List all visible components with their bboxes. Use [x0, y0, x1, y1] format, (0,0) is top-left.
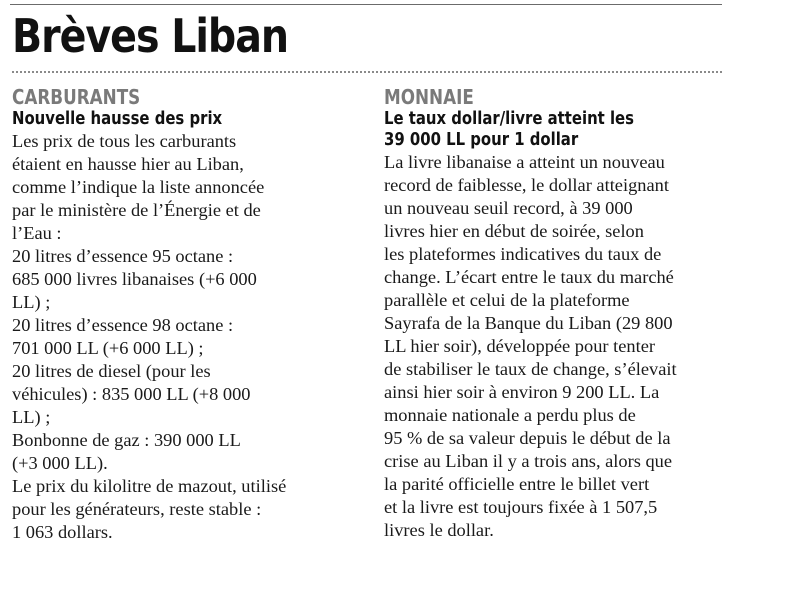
article-body [12, 130, 362, 544]
body-line: 20 litres de diesel (pour les [12, 361, 211, 381]
body-line: étaient en hausse hier au Liban, [12, 154, 244, 174]
body-line: Bonbonne de gaz : 390 000 LL [12, 430, 241, 450]
body-line: et la livre est toujours fixée à 1 507,5 [384, 497, 658, 517]
body-line: 95 % de sa valeur depuis le début de la [384, 428, 671, 448]
headline-line: Nouvelle hausse des prix [12, 109, 223, 129]
headline-line: 39 000 LL pour 1 dollar [384, 130, 579, 150]
dotted-separator [12, 71, 722, 73]
article-headline [384, 109, 682, 151]
body-line: les plateformes indicatives du taux de [384, 244, 662, 264]
body-line: pour les générateurs, reste stable : [12, 499, 262, 519]
body-line: Les prix de tous les carburants [12, 131, 237, 151]
top-rule [10, 4, 722, 5]
body-line: crise au Liban il y a trois ans, alors que [384, 451, 673, 471]
body-line: un nouveau seuil record, à 39 000 [384, 198, 633, 218]
body-line: l’Eau : [12, 223, 62, 243]
body-line: LL) ; [12, 292, 51, 312]
article-carburants [12, 86, 362, 544]
body-line: 701 000 LL (+6 000 LL) ; [12, 338, 204, 358]
article-body [384, 151, 734, 542]
body-line: Le prix du kilolitre de mazout, utilisé [12, 476, 287, 496]
page-title: Brèves Liban [12, 9, 288, 63]
body-line: (+3 000 LL). [12, 453, 108, 473]
article-kicker: CARBURANTS [12, 85, 141, 109]
body-line: livres le dollar. [384, 520, 494, 540]
body-line: monnaie nationale a perdu plus de [384, 405, 636, 425]
body-line: LL hier soir), développée pour tenter [384, 336, 655, 356]
body-line: livres hier en début de soirée, selon [384, 221, 644, 241]
article-headline [12, 109, 310, 130]
body-line: 1 063 dollars. [12, 522, 113, 542]
body-line: véhicules) : 835 000 LL (+8 000 [12, 384, 251, 404]
headline-line: Le taux dollar/livre atteint les [384, 109, 634, 129]
body-line: par le ministère de l’Énergie et de [12, 200, 261, 220]
body-line: Sayrafa de la Banque du Liban (29 800 [384, 313, 673, 333]
article-monnaie [384, 86, 734, 542]
body-line: parallèle et celui de la plateforme [384, 290, 630, 310]
body-line: de stabiliser le taux de change, s’élevait [384, 359, 677, 379]
body-line: La livre libanaise a atteint un nouveau [384, 152, 665, 172]
body-line: ainsi hier soir à environ 9 200 LL. La [384, 382, 660, 402]
body-line: change. L’écart entre le taux du marché [384, 267, 674, 287]
body-line: LL) ; [12, 407, 51, 427]
body-line: la parité officielle entre le billet vert [384, 474, 650, 494]
body-line: 20 litres d’essence 98 octane : [12, 315, 234, 335]
body-line: comme l’indique la liste annoncée [12, 177, 265, 197]
body-line: record de faiblesse, le dollar atteignant [384, 175, 669, 195]
article-kicker: MONNAIE [384, 85, 474, 109]
body-line: 685 000 livres libanaises (+6 000 [12, 269, 257, 289]
body-line: 20 litres d’essence 95 octane : [12, 246, 234, 266]
